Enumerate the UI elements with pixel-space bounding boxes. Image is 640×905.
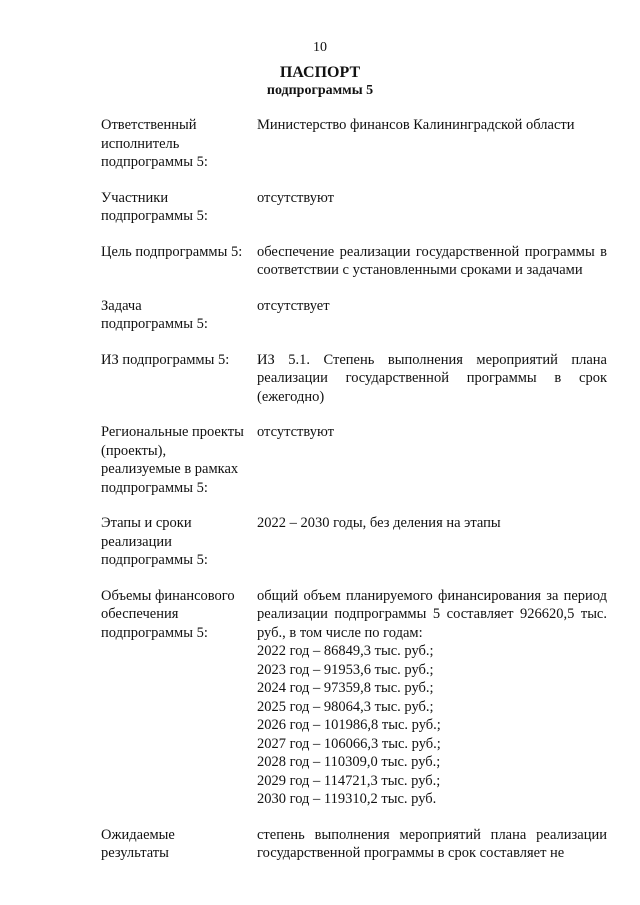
financing-year-2023: 2023 год – 91953,6 тыс. руб.;	[257, 661, 434, 678]
financing-year-2030: 2030 год – 119310,2 тыс. руб.	[257, 791, 437, 807]
row-value: обеспечение реализации государственной программы в соответствии с установленными сроками и задачами	[257, 243, 607, 278]
row-value: отсутствуют	[257, 189, 334, 206]
document-title: ПАСПОРТ	[279, 64, 361, 81]
financing-year-2025: 2025 год – 98064,3 тыс. руб.;	[257, 698, 434, 715]
row-responsible-executor	[101, 116, 609, 172]
row-expected-results	[101, 826, 609, 863]
financing-year-2028: 2028 год – 110309,0 тыс. руб.;	[257, 754, 441, 770]
row-stages-and-terms	[101, 514, 609, 570]
row-label: Объемы финансового обеспечения подпрограммы 5:	[101, 587, 235, 641]
row-value: 2022 – 2030 годы, без деления на этапы	[257, 515, 501, 531]
financing-value	[257, 587, 607, 809]
row-label: Региональные проекты (проекты), реализуемые в рамках подпрограммы 5:	[101, 424, 244, 496]
financing-intro: общий объем планируемого финансирования за период реализации подпрограммы 5 составляет 926620,5 тыс. руб., в том числе по годам:	[257, 587, 607, 641]
passport-table	[101, 116, 609, 880]
row-goal	[101, 243, 609, 280]
row-value: отсутствуют	[257, 424, 334, 440]
page-number: 10	[313, 40, 327, 55]
row-label: ИЗ подпрограммы 5:	[101, 351, 230, 368]
row-financing	[101, 587, 609, 809]
row-label: Цель подпрограммы 5:	[101, 243, 243, 260]
row-regional-projects	[101, 423, 609, 497]
row-label: Задача подпрограммы 5:	[101, 297, 208, 332]
financing-year-2029: 2029 год – 114721,3 тыс. руб.;	[257, 772, 441, 789]
row-label: Ожидаемые результаты	[101, 826, 175, 861]
financing-year-2027: 2027 год – 106066,3 тыс. руб.;	[257, 735, 441, 752]
row-label: Ответственный исполнитель подпрограммы 5:	[101, 117, 208, 170]
document-subtitle: подпрограммы 5	[266, 83, 374, 98]
financing-year-2026: 2026 год – 101986,8 тыс. руб.;	[257, 717, 441, 733]
row-label: Участники подпрограммы 5:	[101, 189, 208, 224]
row-label: Этапы и сроки реализации подпрограммы 5:	[101, 515, 208, 568]
row-target-indicator	[101, 351, 609, 407]
financing-year-2024: 2024 год – 97359,8 тыс. руб.;	[257, 680, 434, 696]
financing-year-2022: 2022 год – 86849,3 тыс. руб.;	[257, 643, 434, 659]
row-value: Министерство финансов Калининградской области	[257, 117, 575, 133]
row-value: отсутствует	[257, 297, 330, 314]
row-task	[101, 297, 609, 334]
row-value: ИЗ 5.1. Степень выполнения мероприятий плана реализации государственной программы в срок (ежегодно)	[257, 351, 607, 405]
row-value: степень выполнения мероприятий плана реализации государственной программы в срок составляет не	[257, 826, 607, 861]
row-participants	[101, 189, 609, 226]
